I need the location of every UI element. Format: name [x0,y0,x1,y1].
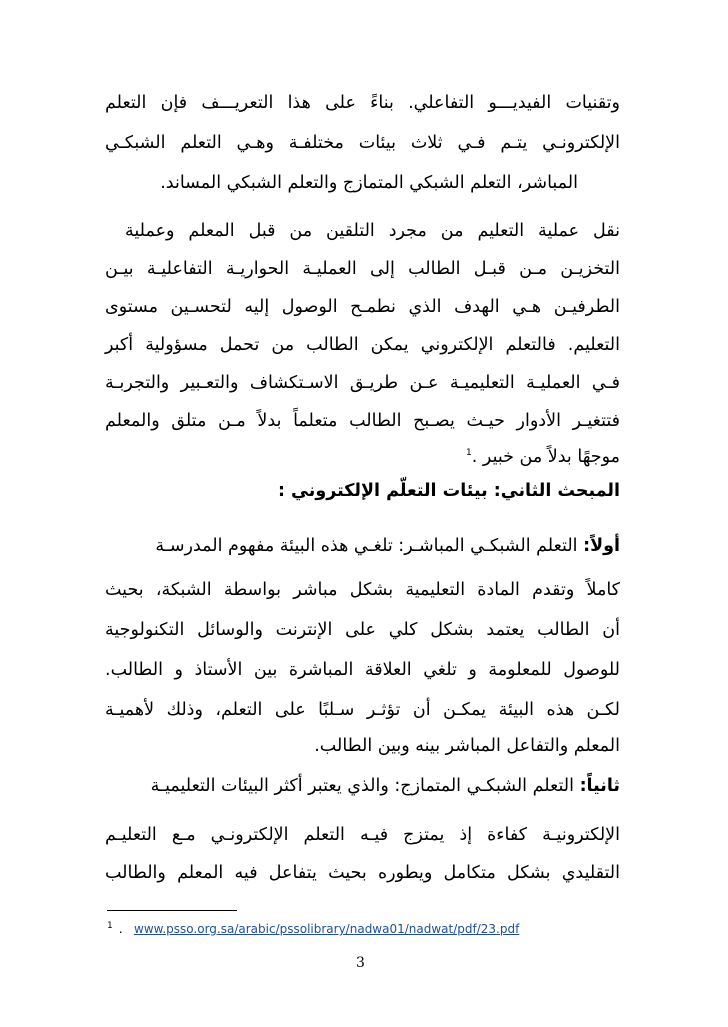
paragraph-line: التعليم. فالتعلم الإلكتروني يمكن الطالب من تحمل مسؤولية أكبر [105,335,620,355]
footnote-sep: . [118,922,123,936]
paragraph-line [105,533,620,559]
paragraph-line [105,773,620,799]
footnote [107,921,519,936]
paragraph-line: الإلكترونـي يتـم فـي ثلاث بيئات مختلفـة وهـي التعلم الشبكـي [105,133,620,153]
paragraph-line: التخزيـن مـن قبـل الطالب إلى العمليـة الحواريـة التفاعليـة بيـن [105,259,620,279]
paragraph-line: الطرفيـن هـي الهدف الذي نطمـح الوصول إليه لتحسـين مستوى [105,297,620,317]
item-label: ثانياً: [579,776,620,796]
paragraph-line: التقليدي بشكل متكامل ويطوره بحيث يتفاعل فيه المعلم والطالب [105,863,620,883]
paragraph-text: التعلم الشبكـي المتمازج: والذي يعتبر أكثر البيئات التعليميـة [150,776,574,796]
paragraph-line: فتتغيـر الأدوار حيـث يصـبح الطالب متعلماً بدلاً مـن متلق والمعلم [105,411,620,431]
paragraph-line: المباشر، التعلم الشبكي المتمازج والتعلم الشبكي المساند. [160,173,578,193]
paragraph-line: كاملاً وتقدم المادة التعليمية بشكل مباشر بواسطة الشبكة، بحيث [105,580,620,600]
paragraph-text: التعلم الشبكـي المباشـر: تلغـي هذه البيئة مفهوم المدرسـة [155,536,578,556]
footnote-number: 1 [107,921,113,931]
footnote-separator [107,910,237,911]
page-number: 3 [356,955,365,971]
paragraph-line: لكـن هذه البيئة يمكـن أن تؤثـر سـلبًا على التعلم، وذلك لأهميـة [105,700,620,720]
paragraph-line: الإلكترونيـة كفاءة إذ يمتزج فيـه التعلم الإلكترونـي مـع التعليـم [105,825,620,845]
item-label: أولاً: [583,536,620,556]
footnote-link[interactable]: www.psso.org.sa/arabic/pssolibrary/nadwa01/nadwat/pdf/23.pdf [134,922,520,936]
paragraph-text: موجهًا بدلاً من خبير . [471,446,620,467]
paragraph-line: أن الطالب يعتمد بشكل كلي على الإنترنت والوسائل التكنولوجية [105,620,620,640]
paragraph-line: المعلم والتفاعل المباشر بينه وبين الطالب. [314,736,620,756]
paragraph-line: وتقنيات الفيديـــو التفاعلي. بناءً على هذا التعريـــف فإن التعلم [105,93,620,113]
paragraph-line-last [466,440,620,470]
section-heading: المبحث الثاني: بيئات التعلّم الإلكتروني : [277,481,620,501]
paragraph-line: للوصول للمعلومة و تلغي العلاقة المباشرة بين الأستاذ و الطالب. [105,660,620,680]
paragraph-line: فـي العمليـة التعليميـة عـن طريـق الاسـتكشاف والتعـبير والتجربـة [105,373,620,393]
paragraph-line: نقل عملية التعليم من مجرد التلقين من قبل المعلم وعملية [125,221,620,241]
footnote-reference[interactable]: 1 [466,448,472,458]
